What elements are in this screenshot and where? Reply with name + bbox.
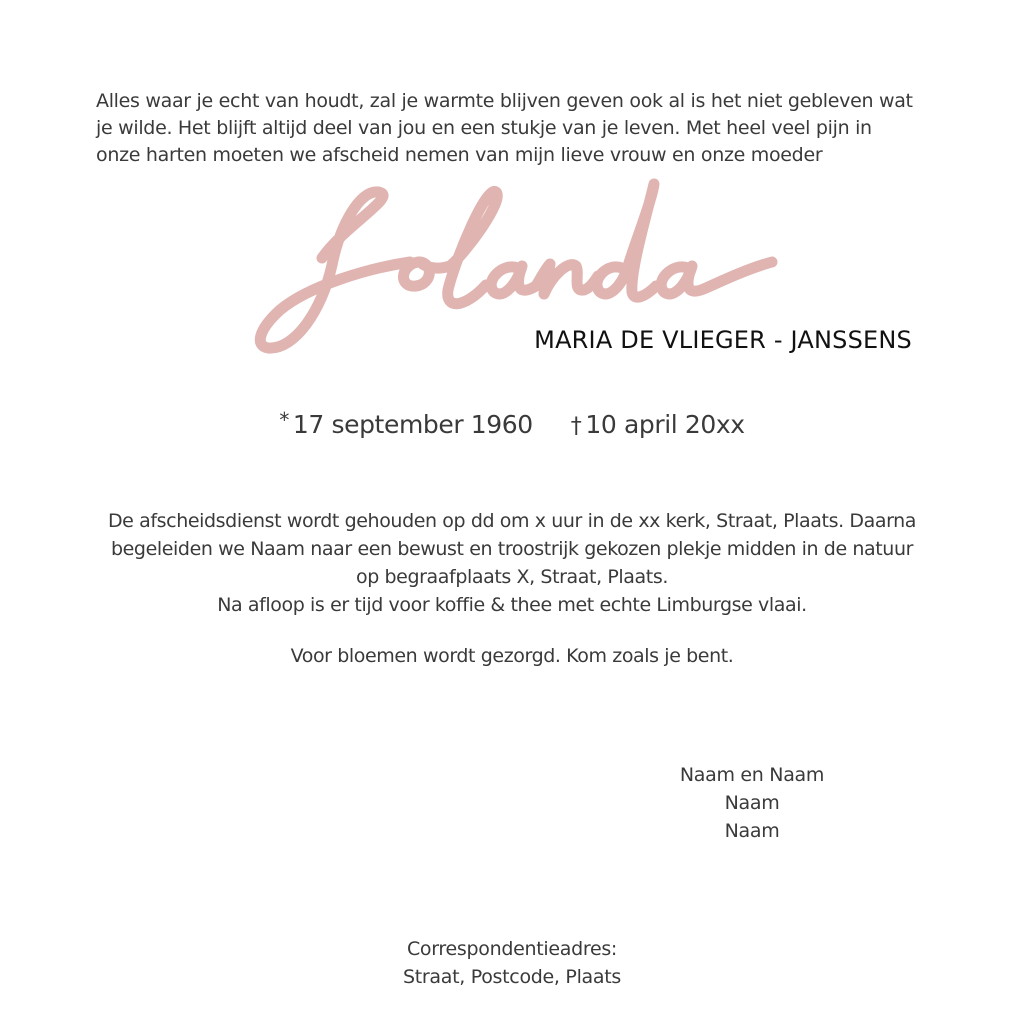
death-symbol: † <box>570 414 582 439</box>
service-line: op begraafplaats X, Straat, Plaats. <box>356 566 668 588</box>
signature-name: Naam en Naam <box>679 764 825 786</box>
intro-line: je wilde. Het blijft altijd deel van jou en een stukje van je leven. Met heel veel pijn in <box>96 117 872 139</box>
intro-line: Alles waar je echt van houdt, zal je warmte blijven geven ook al is het niet gebleven wat <box>96 90 913 112</box>
intro-text <box>96 88 928 169</box>
life-dates <box>0 408 1024 439</box>
full-name: MARIA DE VLIEGER - JANSSENS <box>534 326 912 354</box>
intro-line: onze harten moeten we afscheid nemen van mijn lieve vrouw en onze moeder <box>96 144 823 166</box>
service-line: De afscheidsdienst wordt gehouden op dd om x uur in de xx kerk, Straat, Plaats. Daarna <box>107 510 917 532</box>
signatures <box>652 761 852 845</box>
signature-name: Naam <box>724 792 780 814</box>
correspondence-label: Correspondentieadres: <box>406 938 618 960</box>
birth-date: 17 september 1960 <box>292 410 533 439</box>
death-date: 10 april 20xx <box>585 410 745 439</box>
flowers-note: Voor bloemen wordt gezorgd. Kom zoals je bent. <box>290 645 734 667</box>
service-line: begeleiden we Naam naar een bewust en troostrijk gekozen plekje midden in de natuur <box>110 538 914 560</box>
correspondence-address-line: Straat, Postcode, Plaats <box>403 966 621 988</box>
birth-symbol: * <box>279 408 289 432</box>
service-line: Na afloop is er tijd voor koffie & thee met echte Limburgse vlaai. <box>217 594 807 616</box>
correspondence-address <box>380 935 644 991</box>
signature-name: Naam <box>724 820 780 842</box>
service-details <box>96 507 928 619</box>
